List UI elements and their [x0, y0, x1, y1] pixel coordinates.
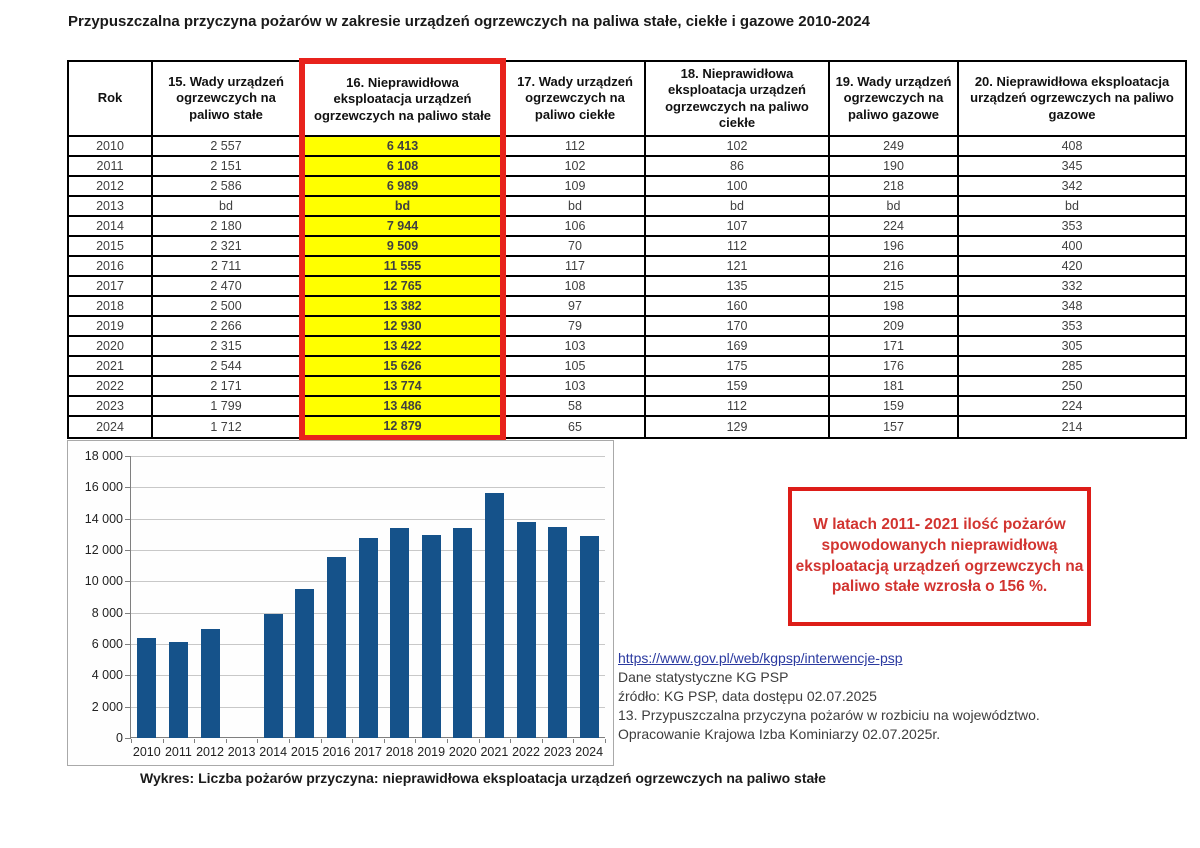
bar-chart [67, 440, 614, 766]
x-axis-tick [542, 739, 543, 743]
table-cell: 285 [958, 356, 1186, 376]
table-cell: 102 [503, 156, 645, 176]
table-cell: 65 [503, 416, 645, 438]
table-cell: 6 108 [302, 156, 503, 176]
table-cell: 408 [958, 136, 1186, 156]
table-cell: 353 [958, 316, 1186, 336]
table-cell: 2020 [68, 336, 152, 356]
table-cell: 332 [958, 276, 1186, 296]
table-cell: 12 930 [302, 316, 503, 336]
table-cell: 181 [829, 376, 958, 396]
table-cell: 2021 [68, 356, 152, 376]
table-cell: 97 [503, 296, 645, 316]
y-axis-tick [125, 675, 130, 676]
table-cell: 2024 [68, 416, 152, 438]
table-cell: 2 151 [152, 156, 302, 176]
table-cell: 103 [503, 336, 645, 356]
table-cell: bd [152, 196, 302, 216]
table-cell: 209 [829, 316, 958, 336]
table-cell: 12 765 [302, 276, 503, 296]
y-axis-tick-label: 2 000 [91, 699, 123, 714]
table-cell: 157 [829, 416, 958, 438]
x-axis-tick-label: 2012 [196, 745, 224, 759]
table-row [68, 196, 1186, 216]
y-axis-tick [125, 519, 130, 520]
table-cell: 108 [503, 276, 645, 296]
table-cell: bd [302, 196, 503, 216]
x-axis-tick-label: 2013 [227, 745, 256, 759]
table-row [68, 216, 1186, 236]
x-axis-tick [479, 739, 480, 743]
gridline [131, 519, 605, 520]
table-cell: 159 [645, 376, 829, 396]
table-cell: 2 586 [152, 176, 302, 196]
x-axis-tick [447, 739, 448, 743]
table-cell: bd [958, 196, 1186, 216]
x-axis-tick-label: 2015 [290, 745, 319, 759]
table-cell: 250 [958, 376, 1186, 396]
column-header-2: 16. Nieprawidłowa eksploatacja urządzeń ogrzewczych na paliwo stałe [302, 61, 503, 136]
table-cell: 2 266 [152, 316, 302, 336]
gridline [131, 456, 605, 457]
bar-2019 [422, 535, 441, 738]
bar-2021 [485, 493, 504, 738]
callout-text: W latach 2011- 2021 ilość pożarów spowodowanych nieprawidłową eksploatacją urządzeń ogrzewczych na paliwo stałe wzrosła o 156 %. [795, 515, 1084, 596]
table-cell: 160 [645, 296, 829, 316]
table-cell: 214 [958, 416, 1186, 438]
table-cell: 175 [645, 356, 829, 376]
x-axis-tick-label: 2022 [512, 745, 540, 759]
table-row [68, 276, 1186, 296]
table-cell: 58 [503, 396, 645, 416]
table-row [68, 336, 1186, 356]
table-cell: 2022 [68, 376, 152, 396]
table-cell: 2 321 [152, 236, 302, 256]
y-axis-tick [125, 487, 130, 488]
table-cell: 112 [645, 396, 829, 416]
table-cell: bd [829, 196, 958, 216]
table-cell: 249 [829, 136, 958, 156]
y-axis-tick-label: 0 [116, 731, 123, 745]
x-axis-tick-label: 2017 [354, 745, 382, 759]
table-cell: 224 [829, 216, 958, 236]
chart-caption: Wykres: Liczba pożarów przyczyna: nieprawidłowa eksploatacja urządzeń ogrzewczych na paliwo stałe [140, 770, 826, 786]
table-cell: 11 555 [302, 256, 503, 276]
table-cell: 176 [829, 356, 958, 376]
table-cell: 196 [829, 236, 958, 256]
table-cell: 103 [503, 376, 645, 396]
bar-2016 [327, 557, 346, 738]
table-row [68, 176, 1186, 196]
x-axis-tick-label: 2011 [164, 745, 192, 759]
column-header-5: 19. Wady urządzeń ogrzewczych na paliwo gazowe [829, 61, 958, 136]
x-axis-tick-label: 2023 [543, 745, 572, 759]
table-cell: 1 712 [152, 416, 302, 438]
table-cell: 218 [829, 176, 958, 196]
table-header-row [68, 61, 1186, 136]
table-cell: 121 [645, 256, 829, 276]
y-axis-tick-label: 4 000 [91, 668, 123, 683]
table-cell: 135 [645, 276, 829, 296]
table-cell: 13 486 [302, 396, 503, 416]
x-axis-tick-label: 2014 [259, 745, 288, 759]
table-cell: 215 [829, 276, 958, 296]
table-cell: 13 382 [302, 296, 503, 316]
x-axis-tick-label: 2019 [417, 745, 446, 759]
table-cell: 2018 [68, 296, 152, 316]
x-axis-tick [415, 739, 416, 743]
y-axis-tick [125, 644, 130, 645]
x-axis-tick-label: 2021 [480, 745, 509, 759]
x-axis-tick-label: 2010 [132, 745, 161, 759]
chart-plot-area [131, 456, 605, 738]
table-cell: 102 [645, 136, 829, 156]
page-title: Przypuszczalna przyczyna pożarów w zakresie urządzeń ogrzewczych na paliwa stałe, ciekłe i gazowe 2010-2024 [68, 13, 871, 30]
y-axis-tick [125, 550, 130, 551]
table-row [68, 136, 1186, 156]
bar-2020 [453, 528, 472, 738]
y-axis-tick-label: 12 000 [84, 543, 123, 557]
x-axis-tick [510, 739, 511, 743]
y-axis-line [130, 456, 131, 739]
table-cell: 159 [829, 396, 958, 416]
table-cell: 9 509 [302, 236, 503, 256]
table-cell: 305 [958, 336, 1186, 356]
table-cell: 400 [958, 236, 1186, 256]
gridline [131, 487, 605, 488]
y-axis-tick-label: 10 000 [84, 574, 123, 589]
table-cell: 107 [645, 216, 829, 236]
table-cell: 79 [503, 316, 645, 336]
x-axis-tick-label: 2016 [322, 745, 351, 759]
table-cell: 2016 [68, 256, 152, 276]
table-row [68, 316, 1186, 336]
bar-2010 [137, 638, 156, 738]
bar-2017 [359, 538, 378, 738]
table-cell: 2019 [68, 316, 152, 336]
table-row [68, 356, 1186, 376]
table-cell: 15 626 [302, 356, 503, 376]
table-cell: 345 [958, 156, 1186, 176]
table-cell: 109 [503, 176, 645, 196]
table-cell: 6 413 [302, 136, 503, 156]
table-cell: 342 [958, 176, 1186, 196]
table-cell: 170 [645, 316, 829, 336]
table-row [68, 296, 1186, 316]
table-cell: 198 [829, 296, 958, 316]
source-line: Dane statystyczne KG PSP [618, 669, 789, 685]
x-axis-tick [257, 739, 258, 743]
table-row [68, 156, 1186, 176]
table-cell: 2 470 [152, 276, 302, 296]
bar-2011 [169, 642, 188, 738]
y-axis-tick [125, 738, 130, 739]
column-header-0: Rok [68, 61, 152, 136]
table-cell: 2015 [68, 236, 152, 256]
x-axis-tick-label: 2020 [448, 745, 477, 759]
x-axis-tick [321, 739, 322, 743]
table-cell: 2 557 [152, 136, 302, 156]
table-cell: 224 [958, 396, 1186, 416]
x-axis-tick [352, 739, 353, 743]
table-cell: 2 711 [152, 256, 302, 276]
table-cell: 171 [829, 336, 958, 356]
fires-by-cause-table [67, 58, 1187, 441]
x-axis-tick [163, 739, 164, 743]
bar-2012 [201, 629, 220, 738]
table-cell: 106 [503, 216, 645, 236]
x-axis-tick [289, 739, 290, 743]
table-row [68, 396, 1186, 416]
bar-2014 [264, 614, 283, 738]
table-cell: 353 [958, 216, 1186, 236]
sources-block [618, 649, 1188, 744]
table-row [68, 376, 1186, 396]
table-cell: 117 [503, 256, 645, 276]
table-cell: 100 [645, 176, 829, 196]
bar-2015 [295, 589, 314, 738]
table-cell: 348 [958, 296, 1186, 316]
table-cell: 216 [829, 256, 958, 276]
y-axis-tick [125, 456, 130, 457]
table-header [68, 61, 1186, 136]
table-cell: 70 [503, 236, 645, 256]
table-cell: 129 [645, 416, 829, 438]
column-header-4: 18. Nieprawidłowa eksploatacja urządzeń ogrzewczych na paliwo ciekłe [645, 61, 829, 136]
table-cell: 112 [645, 236, 829, 256]
y-axis-tick-label: 16 000 [84, 480, 123, 495]
table-cell: 112 [503, 136, 645, 156]
table-cell: 7 944 [302, 216, 503, 236]
y-axis-tick-label: 6 000 [91, 637, 123, 651]
table-cell: 1 799 [152, 396, 302, 416]
y-axis-tick [125, 581, 130, 582]
table-cell: 2017 [68, 276, 152, 296]
x-axis-tick [384, 739, 385, 743]
table-cell: 2 500 [152, 296, 302, 316]
table-cell: 6 989 [302, 176, 503, 196]
source-link[interactable]: https://www.gov.pl/web/kgpsp/interwencje-psp [618, 650, 903, 666]
table-row [68, 416, 1186, 438]
x-axis-tick [573, 739, 574, 743]
table-cell: 105 [503, 356, 645, 376]
x-axis-tick-label: 2024 [575, 745, 604, 759]
table-cell: 2 315 [152, 336, 302, 356]
x-axis-tick [131, 739, 132, 743]
table-cell: 2 180 [152, 216, 302, 236]
source-line: źródło: KG PSP, data dostępu 02.07.2025 [618, 688, 877, 704]
table-cell: 190 [829, 156, 958, 176]
table-cell: bd [503, 196, 645, 216]
y-axis-tick [125, 613, 130, 614]
bar-2018 [390, 528, 409, 738]
table-cell: 12 879 [302, 416, 503, 438]
x-axis-tick [194, 739, 195, 743]
table-cell: 169 [645, 336, 829, 356]
bar-2022 [517, 522, 536, 738]
column-header-3: 17. Wady urządzeń ogrzewczych na paliwo ciekłe [503, 61, 645, 136]
source-line: 13. Przypuszczalna przyczyna pożarów w rozbiciu na województwo. [618, 707, 1040, 723]
table-cell: bd [645, 196, 829, 216]
table-row [68, 256, 1186, 276]
source-line: Opracowanie Krajowa Izba Kominiarzy 02.07.2025r. [618, 726, 941, 742]
table-cell: 2 171 [152, 376, 302, 396]
table-cell: 2010 [68, 136, 152, 156]
table-cell: 2 544 [152, 356, 302, 376]
column-header-1: 15. Wady urządzeń ogrzewczych na paliwo stałe [152, 61, 302, 136]
y-axis-tick-label: 8 000 [91, 605, 123, 620]
table-cell: 2011 [68, 156, 152, 176]
table-body [68, 136, 1186, 438]
y-axis-tick-label: 14 000 [84, 511, 123, 526]
table-cell: 13 422 [302, 336, 503, 356]
source-lines [618, 668, 1188, 744]
x-axis-tick [226, 739, 227, 743]
y-axis-tick-label: 18 000 [84, 449, 123, 463]
bar-2024 [580, 536, 599, 738]
x-axis-tick [605, 739, 606, 743]
column-header-6: 20. Nieprawidłowa eksploatacja urządzeń ogrzewczych na paliwo gazowe [958, 61, 1186, 136]
table-cell: 2013 [68, 196, 152, 216]
x-axis-tick-label: 2018 [385, 745, 414, 759]
table-cell: 13 774 [302, 376, 503, 396]
table-row [68, 236, 1186, 256]
table-cell: 2012 [68, 176, 152, 196]
y-axis-tick [125, 707, 130, 708]
table-cell: 2014 [68, 216, 152, 236]
table-cell: 420 [958, 256, 1186, 276]
bar-2023 [548, 527, 567, 738]
table-cell: 2023 [68, 396, 152, 416]
table-cell: 86 [645, 156, 829, 176]
callout-box [788, 487, 1091, 626]
